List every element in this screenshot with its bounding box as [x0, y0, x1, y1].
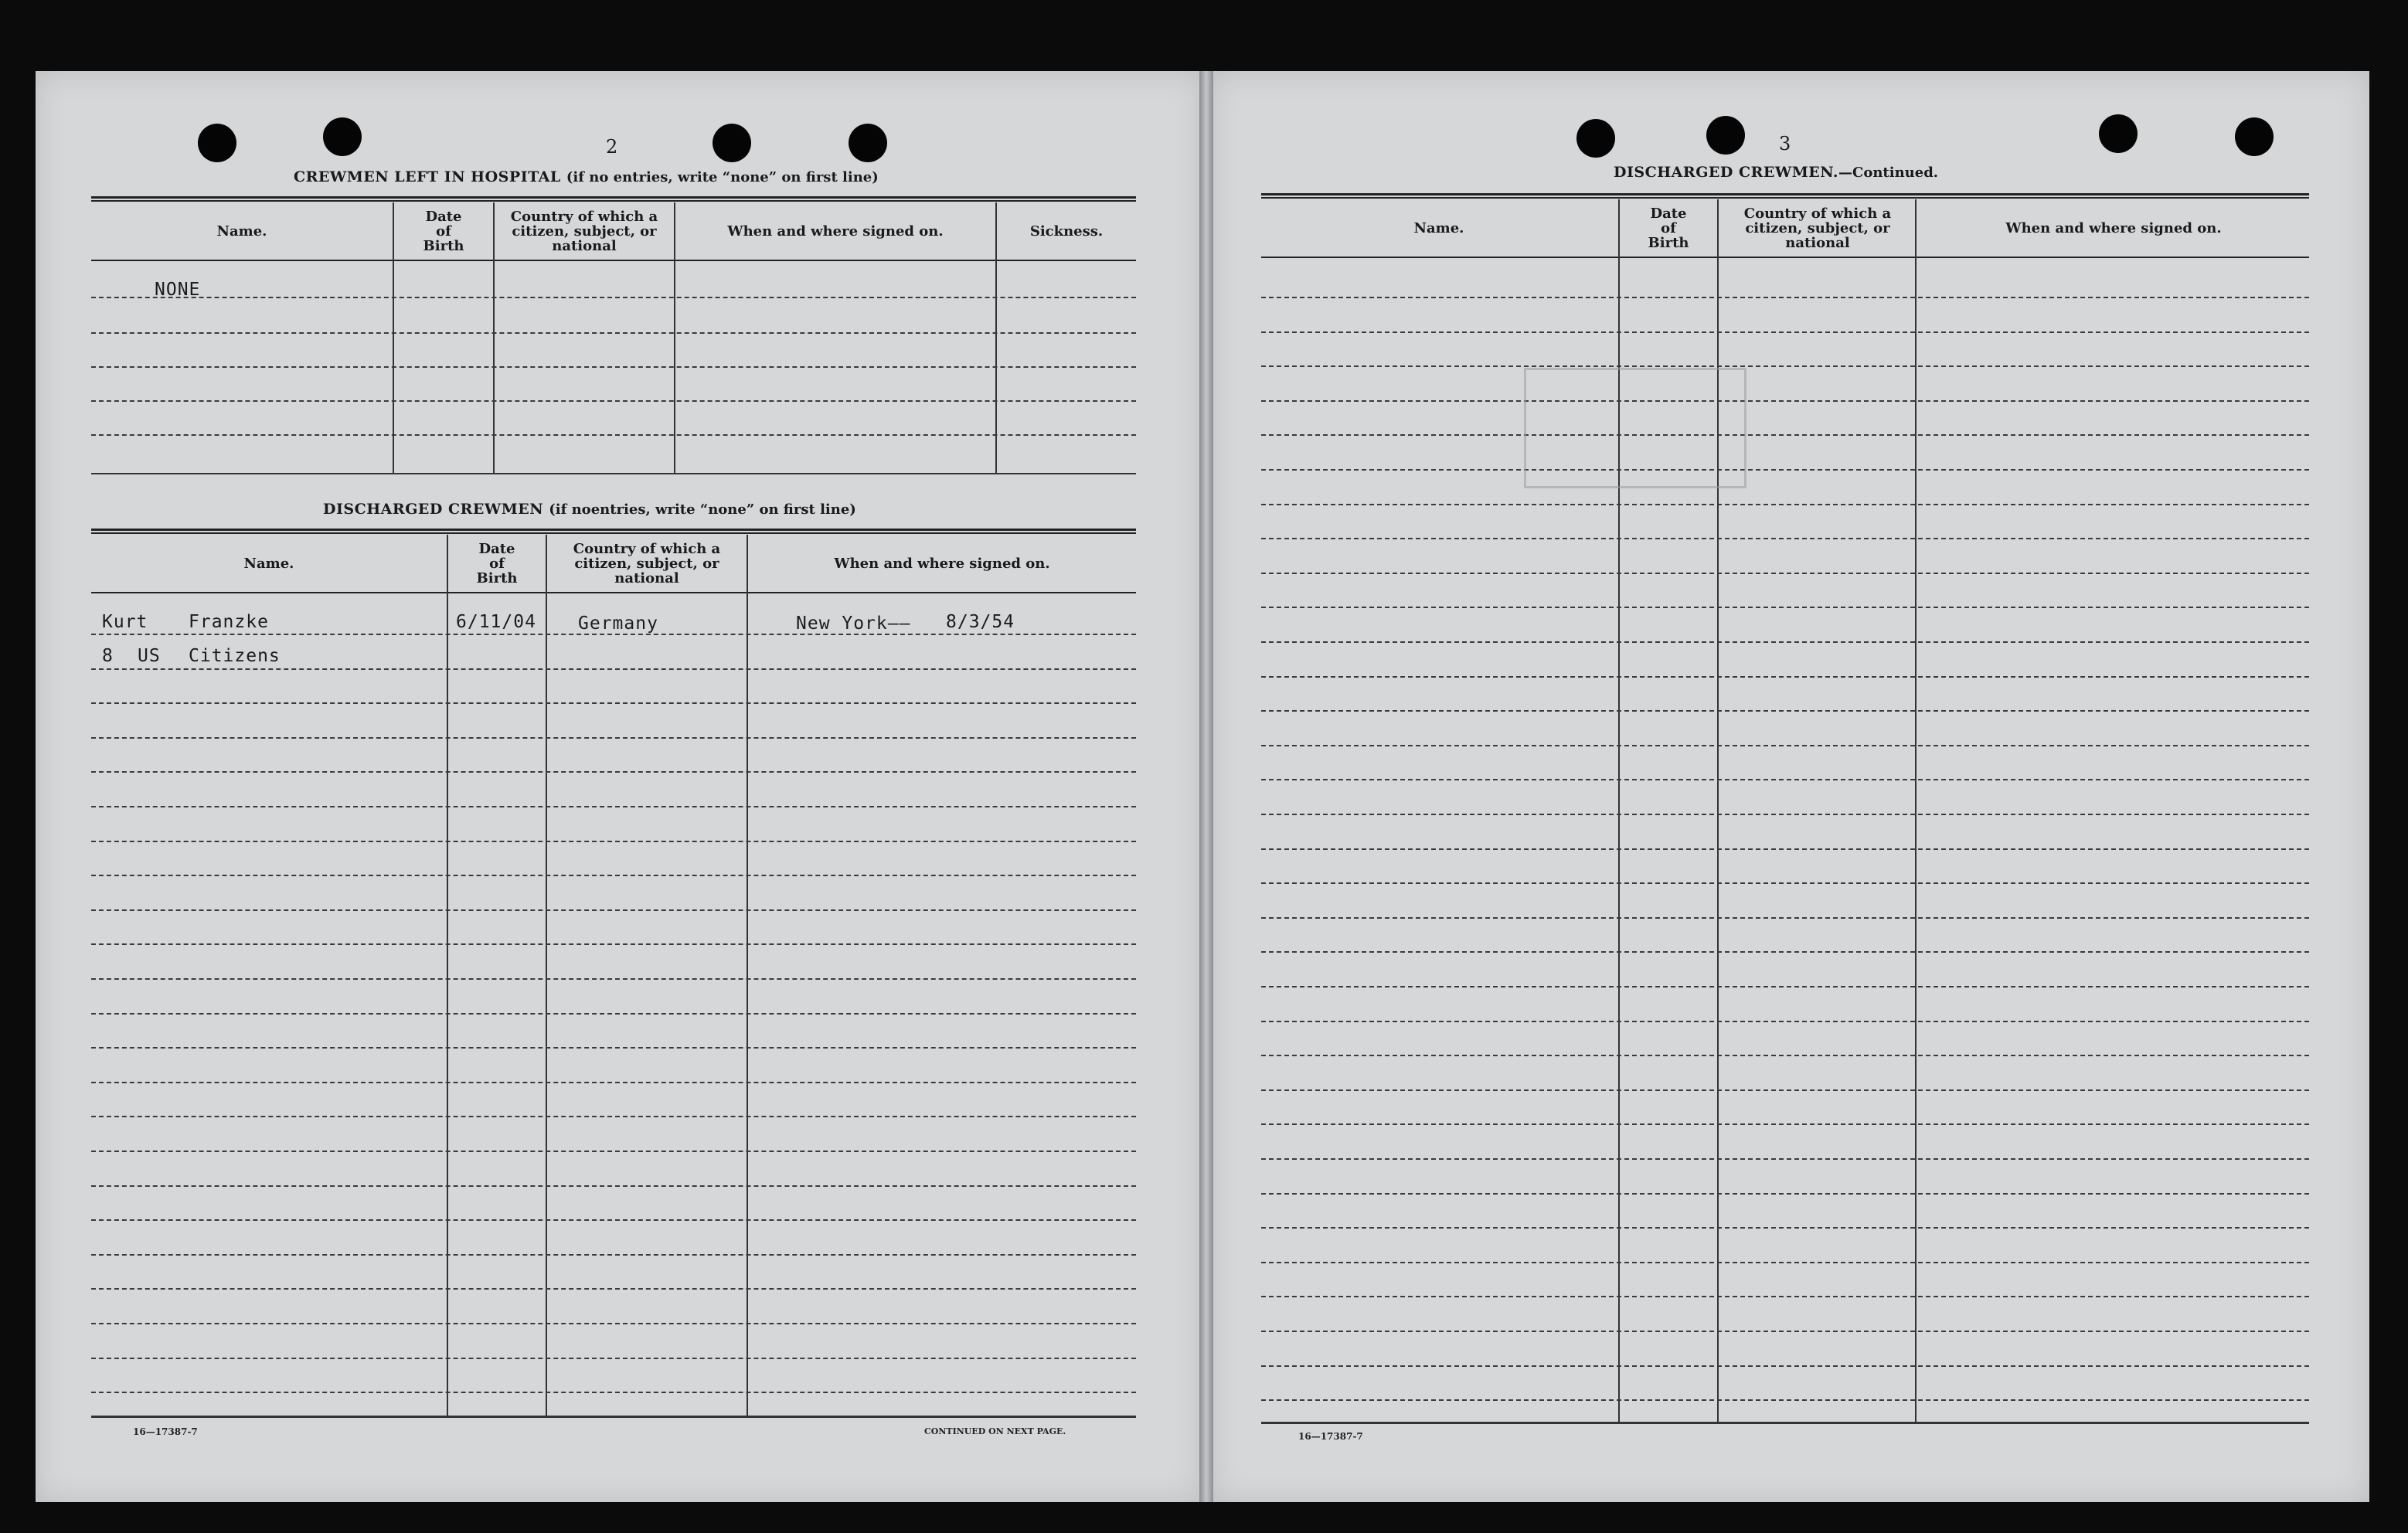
right-section-title	[1614, 164, 1938, 181]
punch-hole	[323, 117, 362, 156]
entry-signed-date: 8/3/54	[946, 612, 1015, 632]
punch-hole	[198, 124, 236, 162]
faint-stamp	[1524, 368, 1746, 488]
entry-signed-place	[796, 614, 910, 634]
punch-hole	[1706, 116, 1745, 155]
discharged-section-title	[323, 501, 856, 518]
ruled-line	[91, 943, 1136, 945]
punch-hole	[849, 124, 887, 162]
discharged-top-rule	[91, 529, 1136, 534]
entry-last-name: Franzke	[189, 612, 269, 632]
ruled-line	[91, 1185, 1136, 1187]
ruled-line	[91, 1219, 1136, 1221]
ruled-line	[91, 1358, 1136, 1359]
punch-hole	[713, 124, 751, 162]
ruled-line	[1261, 1123, 2309, 1125]
ruled-line	[91, 771, 1136, 773]
ruled-line	[1261, 641, 2309, 643]
ruled-line	[1261, 745, 2309, 746]
hospital-section-title	[294, 168, 879, 185]
hospital-col-signed-on: When and where signed on.	[727, 223, 944, 240]
discharged-title-text: DISCHARGED CREWMEN	[323, 501, 544, 518]
right-col-country: Country of which a citizen, subject, or national	[1743, 205, 1892, 251]
hospital-line	[91, 366, 1136, 368]
discharged-col-country: Country of which a citizen, subject, or national	[573, 540, 721, 586]
right-title-suffix: —Continued.	[1838, 165, 1939, 181]
ruled-line	[91, 1116, 1136, 1117]
ruled-line	[91, 1013, 1136, 1015]
hospital-top-rule	[91, 196, 1136, 202]
ruled-line	[1261, 573, 2309, 574]
discharged-header-rule	[91, 592, 1136, 593]
page-number: 3	[1779, 133, 1791, 155]
ruled-line	[91, 1288, 1136, 1290]
form-number: 16—17387-7	[1298, 1431, 1363, 1442]
discharged-col-signed-on: When and where signed on.	[834, 555, 1050, 572]
hospital-col-name: Name.	[216, 223, 267, 240]
ruled-line	[1261, 814, 2309, 815]
punch-hole	[2235, 117, 2274, 156]
ruled-line	[1261, 504, 2309, 505]
ruled-line	[1261, 538, 2309, 539]
right-bottom-rule	[1261, 1422, 2309, 1424]
ruled-line	[91, 909, 1136, 911]
right-col-signed-on: When and where signed on.	[2005, 219, 2222, 236]
ruled-line	[91, 668, 1136, 670]
ruled-line	[1261, 710, 2309, 712]
hospital-title-text: CREWMEN LEFT IN HOSPITAL	[294, 168, 561, 185]
ruled-line	[1261, 917, 2309, 919]
ruled-line	[1261, 400, 2309, 402]
discharged-col-divider	[447, 535, 448, 1416]
entry-dob: 6/11/04	[456, 612, 536, 632]
ruled-line	[1261, 1365, 2309, 1367]
ruled-line	[91, 841, 1136, 842]
ruled-line	[1261, 469, 2309, 471]
right-page	[1210, 71, 2369, 1502]
entry-us: US	[138, 646, 161, 666]
ruled-line	[1261, 986, 2309, 987]
hospital-header-rule	[91, 260, 1136, 261]
ruled-line	[91, 1254, 1136, 1256]
ruled-line	[1261, 365, 2309, 367]
ruled-line	[1261, 1399, 2309, 1401]
hospital-entry-name: NONE	[155, 280, 201, 300]
ruled-line	[1261, 434, 2309, 436]
entry-count: 8	[102, 646, 114, 666]
ruled-line	[1261, 848, 2309, 850]
ruled-line	[91, 634, 1136, 635]
ruled-line	[1261, 297, 2309, 298]
ruled-line	[1261, 676, 2309, 678]
page-gutter	[1199, 71, 1213, 1502]
ruled-line	[91, 737, 1136, 739]
hospital-instruction: (if no entries, write “none” on first line)	[566, 169, 879, 185]
entry-place-strike: ——	[887, 614, 911, 634]
hospital-col-dob: Date of Birth	[423, 208, 464, 254]
ruled-line	[1261, 1262, 2309, 1263]
discharged-bottom-rule	[91, 1416, 1136, 1418]
hospital-line	[91, 400, 1136, 402]
ruled-line	[1261, 1055, 2309, 1056]
ruled-line	[1261, 951, 2309, 953]
ruled-line	[91, 875, 1136, 876]
ruled-line	[1261, 1158, 2309, 1160]
ruled-line	[91, 1323, 1136, 1324]
ruled-line	[1261, 1193, 2309, 1195]
ruled-line	[1261, 1227, 2309, 1229]
ruled-line	[1261, 1331, 2309, 1332]
discharged-col-divider	[747, 535, 748, 1416]
right-col-name: Name.	[1413, 219, 1464, 236]
entry-citizens: Citizens	[189, 646, 281, 666]
ruled-line	[1261, 882, 2309, 884]
ruled-line	[91, 806, 1136, 807]
ruled-line	[91, 1151, 1136, 1152]
right-header-rule	[1261, 257, 2309, 258]
hospital-col-country: Country of which a citizen, subject, or national	[510, 208, 658, 254]
ruled-line	[1261, 1296, 2309, 1297]
right-top-rule	[1261, 193, 2309, 199]
hospital-bottom-rule	[91, 473, 1136, 474]
punch-hole	[2099, 114, 2138, 153]
hospital-col-sickness: Sickness.	[1029, 223, 1104, 240]
continued-note: CONTINUED ON NEXT PAGE.	[924, 1426, 1066, 1436]
ruled-line	[1261, 1021, 2309, 1022]
hospital-line	[91, 434, 1136, 436]
entry-place-text: New York	[796, 614, 888, 634]
punch-hole	[1576, 119, 1615, 158]
discharged-col-name: Name.	[243, 555, 294, 572]
hospital-line	[91, 297, 1136, 298]
right-col-dob: Date of Birth	[1648, 205, 1689, 251]
page-number: 2	[606, 136, 618, 158]
form-number: 16—17387-7	[133, 1426, 198, 1437]
right-title-text: DISCHARGED CREWMEN.	[1614, 164, 1839, 181]
discharged-col-divider	[546, 535, 547, 1416]
ruled-line	[1261, 607, 2309, 608]
entry-first-name: Kurt	[102, 612, 148, 632]
discharged-col-dob: Date of Birth	[476, 540, 518, 586]
ruled-line	[91, 1047, 1136, 1049]
entry-country: Germany	[578, 614, 658, 634]
ruled-line	[91, 978, 1136, 980]
hospital-line	[91, 332, 1136, 334]
ruled-line	[1261, 331, 2309, 333]
ruled-line	[1261, 779, 2309, 780]
ruled-line	[91, 1082, 1136, 1083]
right-col-divider	[1915, 199, 1917, 1423]
ruled-line	[1261, 1089, 2309, 1091]
ruled-line	[91, 1392, 1136, 1393]
ruled-line	[91, 702, 1136, 704]
discharged-instruction: (if noentries, write “none” on first line)	[549, 501, 856, 518]
